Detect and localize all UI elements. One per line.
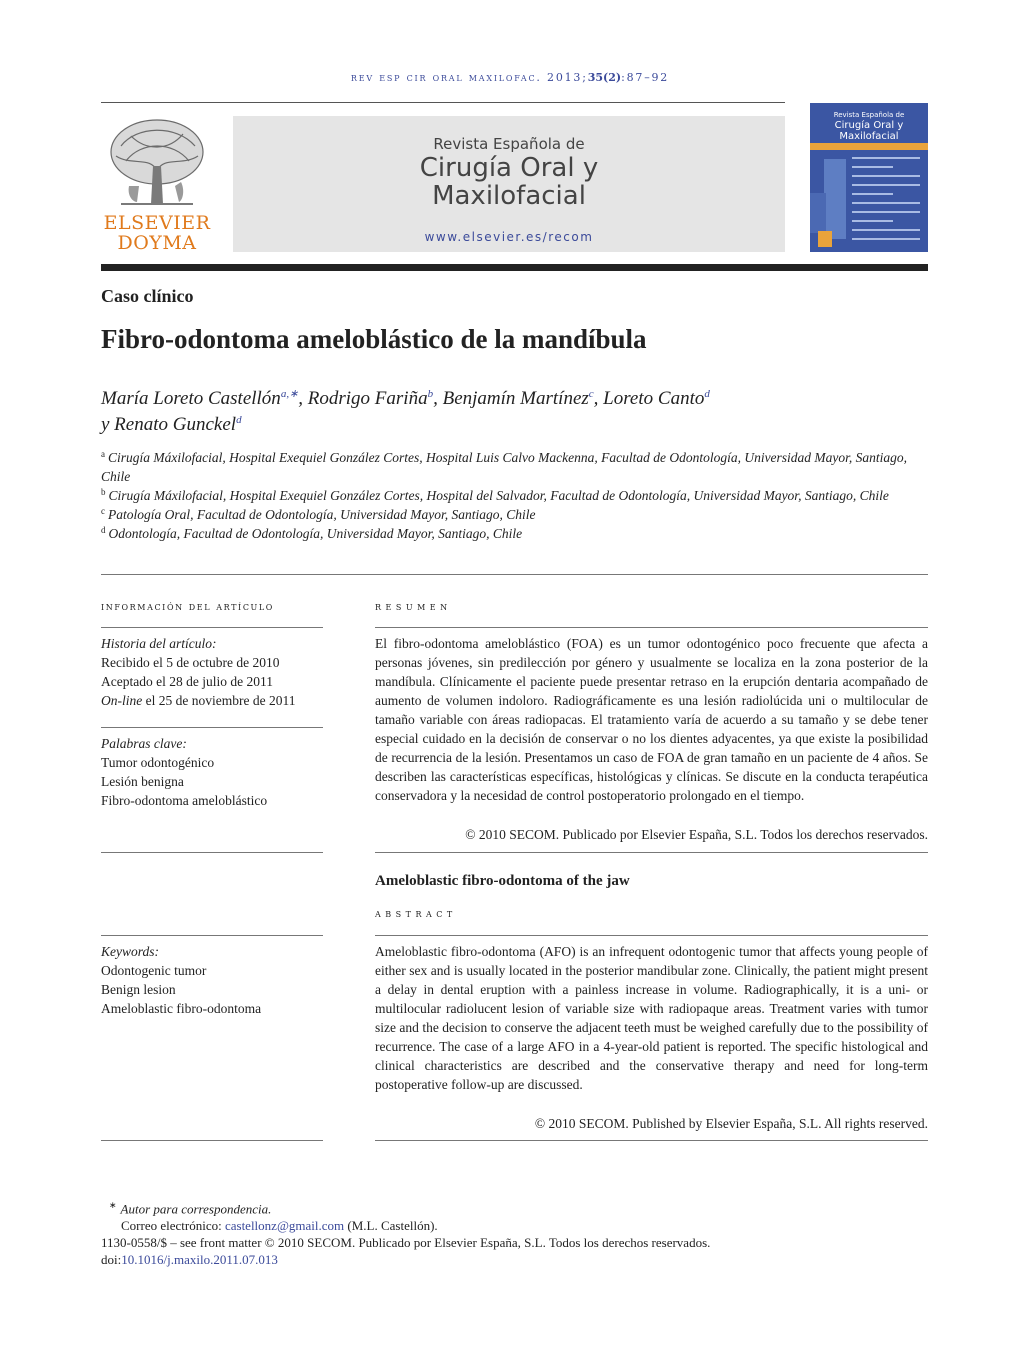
article-section-label: Caso clínico bbox=[101, 286, 194, 306]
abstract-text: Ameloblastic fibro-odontoma (AFO) is an infrequent odontogenic tumor that affects young people of either sex and is usually located in the posterior mandibular zone. Clinically, the patient might present a delay in dental eruption with a painless increase in volume. Radiographically, it is a uni- or multilocular radiolucent lesion of variable size with radiopaque areas. Treatment varies with tumor size and the decision to conserve the adjacent teeth must be weighed carefully due to the possibility of recurrence. The case of a large AFO in a 4-year-old patient is reported. The specific histological and clinical characteristics are described and the conservative therapy and need for long-term postoperative follow-up are discussed. bbox=[375, 944, 928, 1092]
affiliation-mark: c bbox=[101, 506, 105, 516]
keyword-item: Lesión benigna bbox=[101, 774, 184, 789]
keywords-en-label: Keywords: bbox=[101, 944, 159, 959]
history-label: Historia del artículo: bbox=[101, 636, 217, 651]
author-name[interactable]: Rodrigo Fariña bbox=[307, 388, 428, 409]
affiliation-mark: a bbox=[101, 449, 105, 459]
banner-preface: Revista Española de bbox=[433, 135, 585, 153]
article-info-rule bbox=[101, 627, 323, 628]
journal-cover-image bbox=[810, 103, 928, 252]
cover-contents-lines bbox=[852, 157, 920, 247]
abstract-bottom-rule bbox=[375, 1140, 928, 1141]
logo-elsevier-text: ELSEVIER bbox=[103, 212, 211, 234]
keywords-es-rule bbox=[101, 852, 323, 853]
keyword-item: Fibro-odontoma ameloblástico bbox=[101, 793, 268, 808]
banner-title-line1: Cirugía Oral y bbox=[419, 153, 599, 183]
correspondence-note bbox=[101, 1197, 921, 1217]
affiliation-list bbox=[101, 448, 916, 543]
keyword-item: Benign lesion bbox=[101, 982, 176, 997]
article-info-heading: información del artículo bbox=[101, 600, 274, 613]
keyword-item: Odontogenic tumor bbox=[101, 963, 207, 978]
email-suffix: (M.L. Castellón). bbox=[344, 1218, 438, 1234]
author-separator: , bbox=[298, 388, 308, 409]
banner-title-line2: Maxilofacial bbox=[432, 181, 586, 211]
cover-title-line2: Cirugía Oral y bbox=[834, 120, 904, 131]
author-affil-mark[interactable]: c bbox=[588, 388, 594, 400]
doi-line bbox=[101, 1251, 921, 1268]
journal-url-link[interactable]: www.elsevier.es/recom bbox=[424, 230, 594, 244]
author-name[interactable]: María Loreto Castellón bbox=[101, 388, 281, 409]
accepted-date: Aceptado el 28 de julio de 2011 bbox=[101, 674, 273, 689]
resumen-heading: resumen bbox=[375, 600, 452, 613]
online-prefix: On-line bbox=[101, 693, 143, 708]
cover-strip bbox=[810, 143, 928, 150]
cover-badge bbox=[818, 231, 832, 247]
author-name[interactable]: Loreto Canto bbox=[603, 388, 705, 409]
logo-doyma-text: DOYMA bbox=[117, 232, 197, 254]
email-label: Correo electrónico: bbox=[121, 1218, 225, 1234]
header-thick-rule bbox=[101, 264, 928, 271]
keywords-en-top-rule bbox=[101, 935, 323, 936]
author-affil-mark[interactable]: d bbox=[236, 414, 242, 426]
author-name[interactable]: y Renato Gunckel bbox=[101, 414, 237, 435]
author-affil-mark[interactable]: b bbox=[427, 388, 434, 400]
cover-title-line1: Revista Española de bbox=[833, 111, 905, 119]
article-title: Fibro-odontoma ameloblástico de la mandíbula bbox=[101, 324, 647, 354]
keywords-es-label: Palabras clave: bbox=[101, 736, 187, 751]
author-affil-mark[interactable]: d bbox=[704, 388, 710, 400]
doi-label: doi: bbox=[101, 1252, 122, 1268]
banner-title bbox=[233, 154, 785, 210]
cover-title bbox=[814, 111, 924, 142]
keywords-en bbox=[101, 942, 323, 1018]
correspondence-label: Autor para correspondencia. bbox=[120, 1201, 272, 1217]
email-line bbox=[101, 1217, 921, 1234]
elsevier-tree-icon bbox=[101, 116, 213, 212]
online-date bbox=[101, 691, 323, 710]
issn-line: 1130-0558/$ – see front matter © 2010 SECOM. Publicado por Elsevier España, S.L. Todos los derechos reservados. bbox=[101, 1235, 711, 1251]
journal-ref-prefix: rev esp cir oral maxilofac. 2013; bbox=[350, 71, 588, 84]
affiliation-item bbox=[101, 486, 916, 505]
abstract-rule bbox=[375, 935, 928, 936]
abstract-heading: abstract bbox=[375, 907, 457, 920]
affiliation-text: Patología Oral, Facultad de Odontología, Universidad Mayor, Santiago, Chile bbox=[108, 507, 536, 522]
keyword-item: Ameloblastic fibro-odontoma bbox=[101, 1001, 262, 1016]
journal-banner bbox=[233, 116, 785, 252]
affiliation-text: Cirugía Máxilofacial, Hospital Exequiel González Cortes, Hospital Luis Calvo Mackenna, Facultad de Odontología, Universidad Mayor, Santiago, Chile bbox=[101, 450, 908, 484]
keywords-es bbox=[101, 734, 323, 810]
author-affil-mark[interactable]: a,∗ bbox=[280, 388, 299, 400]
author-list bbox=[101, 386, 921, 438]
elsevier-logo bbox=[101, 116, 213, 252]
article-history bbox=[101, 634, 323, 710]
english-title: Ameloblastic fibro-odontoma of the jaw bbox=[375, 873, 630, 889]
keywords-en-rule bbox=[101, 1140, 323, 1141]
author-name[interactable]: Benjamín Martínez bbox=[442, 388, 589, 409]
doi-link[interactable]: 10.1016/j.maxilo.2011.07.013 bbox=[121, 1252, 278, 1268]
author-separator: , bbox=[433, 388, 443, 409]
resumen-copyright: © 2010 SECOM. Publicado por Elsevier España, S.L. Todos los derechos reservados. bbox=[465, 827, 928, 842]
affiliation-mark: b bbox=[101, 487, 106, 497]
affiliation-mark: d bbox=[101, 525, 106, 535]
journal-reference bbox=[0, 71, 1020, 84]
affiliation-item bbox=[101, 524, 916, 543]
online-rest: el 25 de noviembre de 2011 bbox=[142, 693, 296, 708]
correspondence-mark: ∗ bbox=[109, 1200, 117, 1210]
author-separator: , bbox=[593, 388, 604, 409]
affiliation-text: Cirugía Máxilofacial, Hospital Exequiel González Cortes, Hospital del Salvador, Facultad de Odontología, Universidad Mayor, Santiago, Chile bbox=[108, 488, 889, 503]
abstract-copyright: © 2010 SECOM. Published by Elsevier España, S.L. All rights reserved. bbox=[534, 1116, 928, 1131]
affiliation-rule bbox=[101, 574, 928, 575]
footnotes bbox=[101, 1197, 921, 1268]
resumen-rule bbox=[375, 627, 928, 628]
cover-stripe bbox=[824, 159, 846, 239]
journal-ref-pages: :87–92 bbox=[621, 71, 670, 84]
email-link[interactable]: castellonz@gmail.com bbox=[224, 1218, 345, 1234]
journal-ref-volume: 35(2) bbox=[587, 71, 622, 84]
resumen-bottom-rule bbox=[375, 852, 928, 853]
affiliation-item bbox=[101, 505, 916, 524]
received-date: Recibido el 5 de octubre de 2010 bbox=[101, 655, 280, 670]
cover-stripe-secondary bbox=[810, 193, 826, 233]
resumen-text: El fibro-odontoma ameloblástico (FOA) es un tumor odontogénico poco frecuente que afecta a personas jóvenes, sin predilección por género y usualmente se localiza en la zona posterior de la mandíbula. Clínicamente el paciente puede presentar retraso en la erupción dentaria acompañado de aumento de volumen indoloro. Radiográficamente es una lesión radiolúcida uni o multilocular de tamaño variable con áreas radiopacas. El tratamiento varía de acuerdo a su tamaño y se debe tener especial cuidado en la decisión de conservar o no los dientes adyacentes, ya que existe la posibilidad de recurrencia de la lesión. Presentamos un caso de FOA de gran tamaño en un paciente de 4 años. Se describen las características específicas, histológicas y clínicas. Se discute en la conducta terapéutica conservadora y la necesidad de control postoperatorio prolongado en el tiempo. bbox=[375, 636, 928, 803]
affiliation-text: Odontología, Facultad de Odontología, Universidad Mayor, Santiago, Chile bbox=[108, 526, 523, 541]
affiliation-item bbox=[101, 448, 916, 486]
cover-title-line3: Maxilofacial bbox=[839, 131, 899, 142]
keyword-item: Tumor odontogénico bbox=[101, 755, 215, 770]
history-rule bbox=[101, 727, 323, 728]
header-rule bbox=[101, 102, 785, 103]
